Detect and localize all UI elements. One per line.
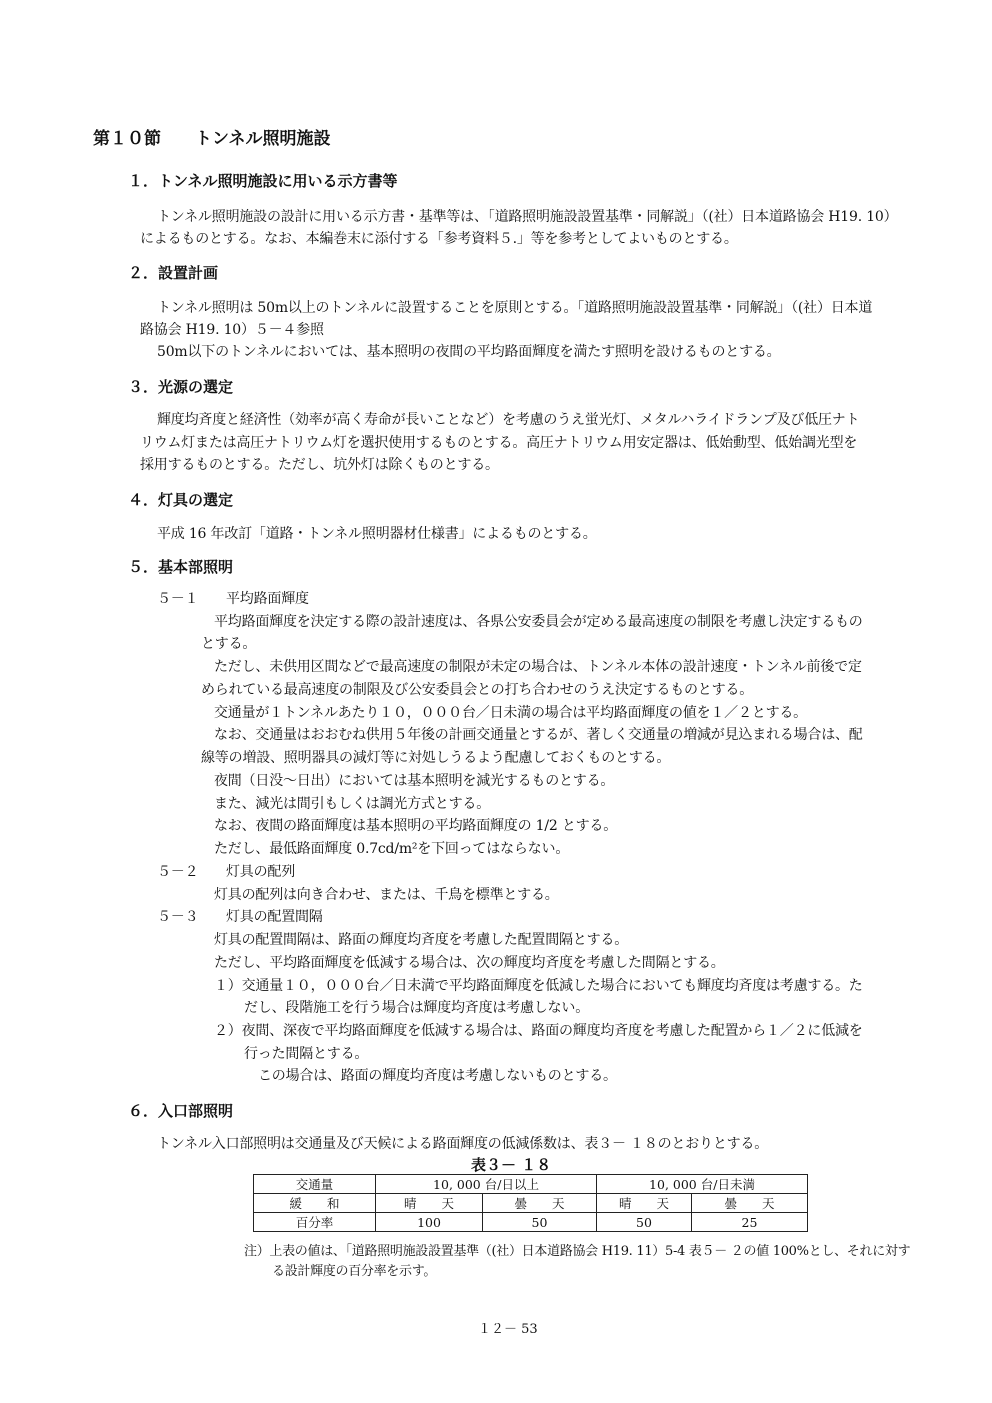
table-row (254, 1194, 808, 1213)
s5-3-item-1-line-1: １）交通量１０，０００台／日未満で平均路面輝度を低減した場合においても輝度均斉度は考慮する。た (214, 978, 863, 994)
heading-4: ４．灯具の選定 (128, 491, 234, 509)
sub-heading-5-3: ５－３ 灯具の配置間隔 (157, 909, 323, 925)
table-cell: 曇 天 (483, 1194, 597, 1213)
table-cell: 晴 天 (376, 1194, 483, 1213)
s5-1-line-5: 交通量が１トンネルあたり１０，０００台／日未満の場合は平均路面輝度の値を１／２とする。 (214, 705, 807, 721)
s2-line-2: 路協会 H19. 10）５－４参照 (140, 322, 324, 338)
s3-line-3: 採用するものとする。ただし、坑外灯は除くものとする。 (140, 457, 499, 473)
s5-1-line-2: とする。 (201, 636, 257, 652)
table-cell: 晴 天 (597, 1194, 692, 1213)
table-title: 表３－ １８ (471, 1156, 552, 1174)
s5-1-line-9: また、減光は間引もしくは調光方式とする。 (214, 796, 490, 812)
table-note-line-2: る設計輝度の百分率を示す。 (272, 1264, 437, 1279)
table-cell: 緩 和 (254, 1194, 376, 1213)
s5-3-item-2-line-2: 行った間隔とする。 (244, 1046, 369, 1062)
s5-3-item-1-line-2: だし、段階施工を行う場合は輝度均斉度は考慮しない。 (244, 1000, 589, 1016)
heading-5: ５．基本部照明 (128, 558, 234, 576)
table-cell: 50 (597, 1213, 692, 1232)
table-cell: 交通量 (254, 1175, 376, 1194)
s5-3-line-2: ただし、平均路面輝度を低減する場合は、次の輝度均斉度を考慮した間隔とする。 (214, 955, 725, 971)
s2-line-3: 50m以下のトンネルにおいては、基本照明の夜間の平均路面輝度を満たす照明を設けるものとする。 (157, 344, 781, 360)
sub-heading-5-1: ５－１ 平均路面輝度 (157, 591, 309, 607)
s5-1-line-10: なお、夜間の路面輝度は基本照明の平均路面輝度の 1/2 とする。 (214, 818, 618, 834)
s5-1-line-3: ただし、未供用区間などで最高速度の制限が未定の場合は、トンネル本体の設計速度・トンネル前後で定 (214, 659, 862, 675)
sub-heading-5-2: ５－２ 灯具の配列 (157, 864, 295, 880)
s3-line-1: 輝度均斉度と経済性（効率が高く寿命が長いことなど）を考慮のうえ蛍光灯、メタルハライドランプ及び低圧ナト (157, 412, 860, 428)
s2-line-1: トンネル照明は 50m以上のトンネルに設置することを原則とする。「道路照明施設設置基準・同解説」（(社）日本道 (157, 300, 873, 316)
s5-1-line-8: 夜間（日没～日出）においては基本照明を減光するものとする。 (214, 773, 615, 789)
section-title: 第１０節 トンネル照明施設 (93, 129, 331, 149)
s3-line-2: リウム灯または高圧ナトリウム灯を選択使用するものとする。高圧ナトリウム用安定器は、低始動型、低始調光型を (140, 435, 858, 451)
heading-3: ３．光源の選定 (128, 378, 234, 396)
s4-line-1: 平成 16 年改訂「道路・トンネル照明器材仕様書」によるものとする。 (157, 526, 597, 542)
table-cell: 50 (483, 1213, 597, 1232)
reduction-factor-table (253, 1174, 808, 1232)
table-row (254, 1213, 808, 1232)
table-cell: 25 (692, 1213, 808, 1232)
table-cell: 百分率 (254, 1213, 376, 1232)
s1-line-1: トンネル照明施設の設計に用いる示方書・基準等は、「道路照明施設設置基準・同解説」（(社）日本道路協会 H19. 10） (157, 209, 898, 225)
heading-1: １．トンネル照明施設に用いる示方書等 (128, 172, 398, 190)
s6-intro: トンネル入口部照明は交通量及び天候による路面輝度の低減係数は、表３－ １８のとおりとする。 (157, 1136, 769, 1152)
s5-1-line-11: ただし、最低路面輝度 0.7cd/m²を下回ってはならない。 (214, 841, 570, 857)
table-note-line-1: 注）上表の値は、「道路照明施設設置基準（(社）日本道路協会 H19. 11）5-4 表５－ ２の値 100%とし、それに対す (244, 1244, 911, 1259)
s5-1-line-7: 線等の増設、照明器具の減灯等に対処しうるよう配慮しておくものとする。 (201, 750, 671, 766)
s5-3-item-2-line-1: ２）夜間、深夜で平均路面輝度を低減する場合は、路面の輝度均斉度を考慮した配置から１／２に低減を (214, 1023, 863, 1039)
heading-6: ６．入口部照明 (128, 1102, 234, 1120)
page-number: １２－ 53 (478, 1322, 538, 1337)
s5-3-item-2-line-3: この場合は、路面の輝度均斉度は考慮しないものとする。 (258, 1068, 617, 1084)
table-cell: 100 (376, 1213, 483, 1232)
heading-2: ２．設置計画 (128, 264, 219, 282)
table-row (254, 1175, 808, 1194)
s5-1-line-6: なお、交通量はおおむね供用５年後の計画交通量とするが、著しく交通量の増減が見込まれる場合は、配 (214, 727, 863, 743)
s1-line-2: によるものとする。なお、本編巻末に添付する「参考資料５.」等を参考としてよいものとする。 (140, 231, 738, 247)
table-cell: 10, 000 台/日以上 (376, 1175, 597, 1194)
table-cell: 曇 天 (692, 1194, 808, 1213)
s5-1-line-1: 平均路面輝度を決定する際の設計速度は、各県公安委員会が定める最高速度の制限を考慮し決定するもの (214, 614, 863, 630)
s5-3-line-1: 灯具の配置間隔は、路面の輝度均斉度を考慮した配置間隔とする。 (214, 932, 628, 948)
s5-2-line-1: 灯具の配列は向き合わせ、または、千鳥を標準とする。 (214, 887, 559, 903)
s5-1-line-4: められている最高速度の制限及び公安委員会との打ち合わせのうえ決定するものとする。 (201, 682, 753, 698)
table-cell: 10, 000 台/日未満 (597, 1175, 808, 1194)
